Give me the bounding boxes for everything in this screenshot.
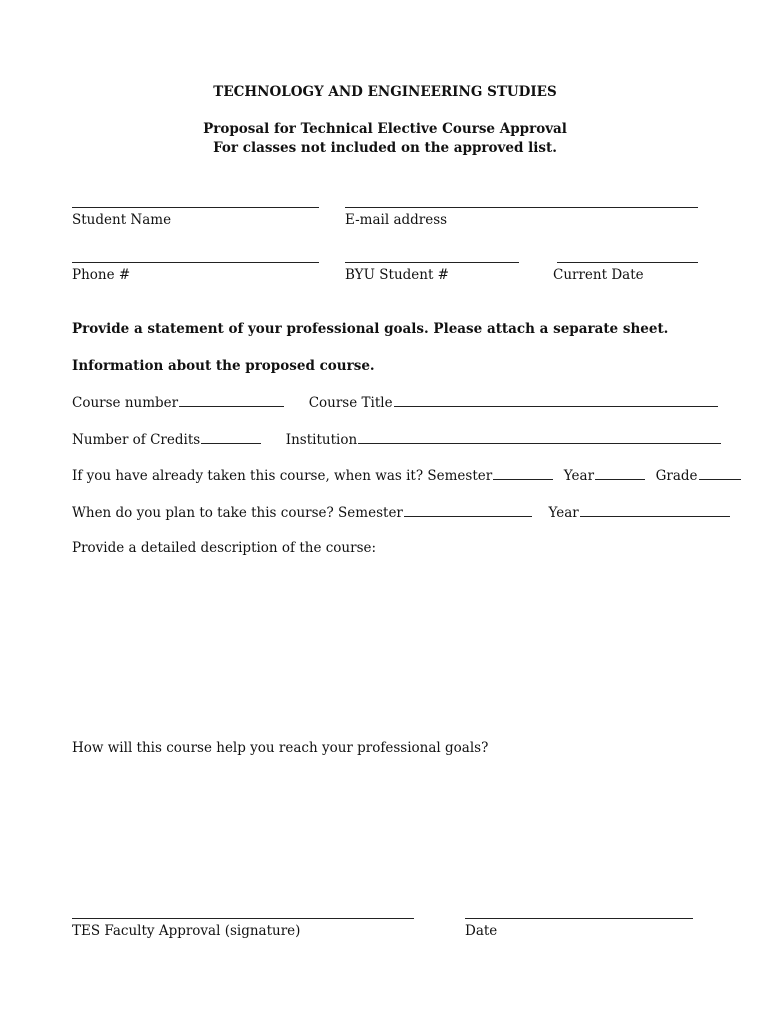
student-name-field[interactable] (72, 207, 319, 208)
email-label: E-mail address (345, 212, 448, 228)
taken-year-label: Year (563, 468, 595, 484)
credits-label: Number of Credits (72, 432, 201, 448)
faculty-signature-field[interactable] (72, 918, 414, 919)
credits-field[interactable] (201, 431, 261, 444)
form-subtitle: For classes not included on the approved list. (213, 140, 557, 156)
description-area[interactable] (72, 562, 698, 730)
institution-field[interactable] (358, 431, 721, 444)
credits-row (72, 431, 721, 448)
department-heading: TECHNOLOGY AND ENGINEERING STUDIES (213, 84, 557, 100)
faculty-signature-label: TES Faculty Approval (signature) (72, 923, 301, 939)
plan-semester-label: When do you plan to take this course? Semester (72, 505, 403, 521)
course-number-row (72, 394, 718, 411)
plan-semester-field[interactable] (404, 504, 532, 517)
byu-student-number-field[interactable] (345, 262, 519, 263)
institution-label: Institution (285, 432, 358, 448)
current-date-label: Current Date (553, 267, 644, 283)
taken-year-field[interactable] (595, 467, 645, 480)
plan-year-label: Year (548, 505, 579, 521)
byu-student-number-label: BYU Student # (345, 267, 449, 283)
course-info-heading: Information about the proposed course. (72, 358, 375, 374)
form-title: Proposal for Technical Elective Course Approval (203, 121, 567, 137)
phone-label: Phone # (72, 267, 131, 283)
taken-semester-field[interactable] (493, 467, 553, 480)
description-prompt: Provide a detailed description of the course: (72, 540, 377, 556)
taken-semester-label: If you have already taken this course, when was it? Semester (72, 468, 493, 484)
student-name-label: Student Name (72, 212, 172, 228)
grade-label: Grade (655, 468, 698, 484)
phone-field[interactable] (72, 262, 319, 263)
grade-field[interactable] (699, 467, 741, 480)
email-field[interactable] (345, 207, 698, 208)
course-title-field[interactable] (394, 394, 718, 407)
current-date-field[interactable] (557, 262, 698, 263)
goals-statement-prompt: Provide a statement of your professional goals. Please attach a separate sheet. (72, 321, 669, 337)
approval-date-field[interactable] (465, 918, 693, 919)
course-number-field[interactable] (179, 394, 284, 407)
approval-date-label: Date (465, 923, 498, 939)
goals-help-prompt: How will this course help you reach your professional goals? (72, 740, 489, 756)
course-title-label: Course Title (308, 395, 393, 411)
taken-row (72, 467, 741, 484)
plan-row (72, 504, 730, 521)
course-number-label: Course number (72, 395, 179, 411)
plan-year-field[interactable] (580, 504, 730, 517)
goals-help-area[interactable] (72, 762, 698, 902)
